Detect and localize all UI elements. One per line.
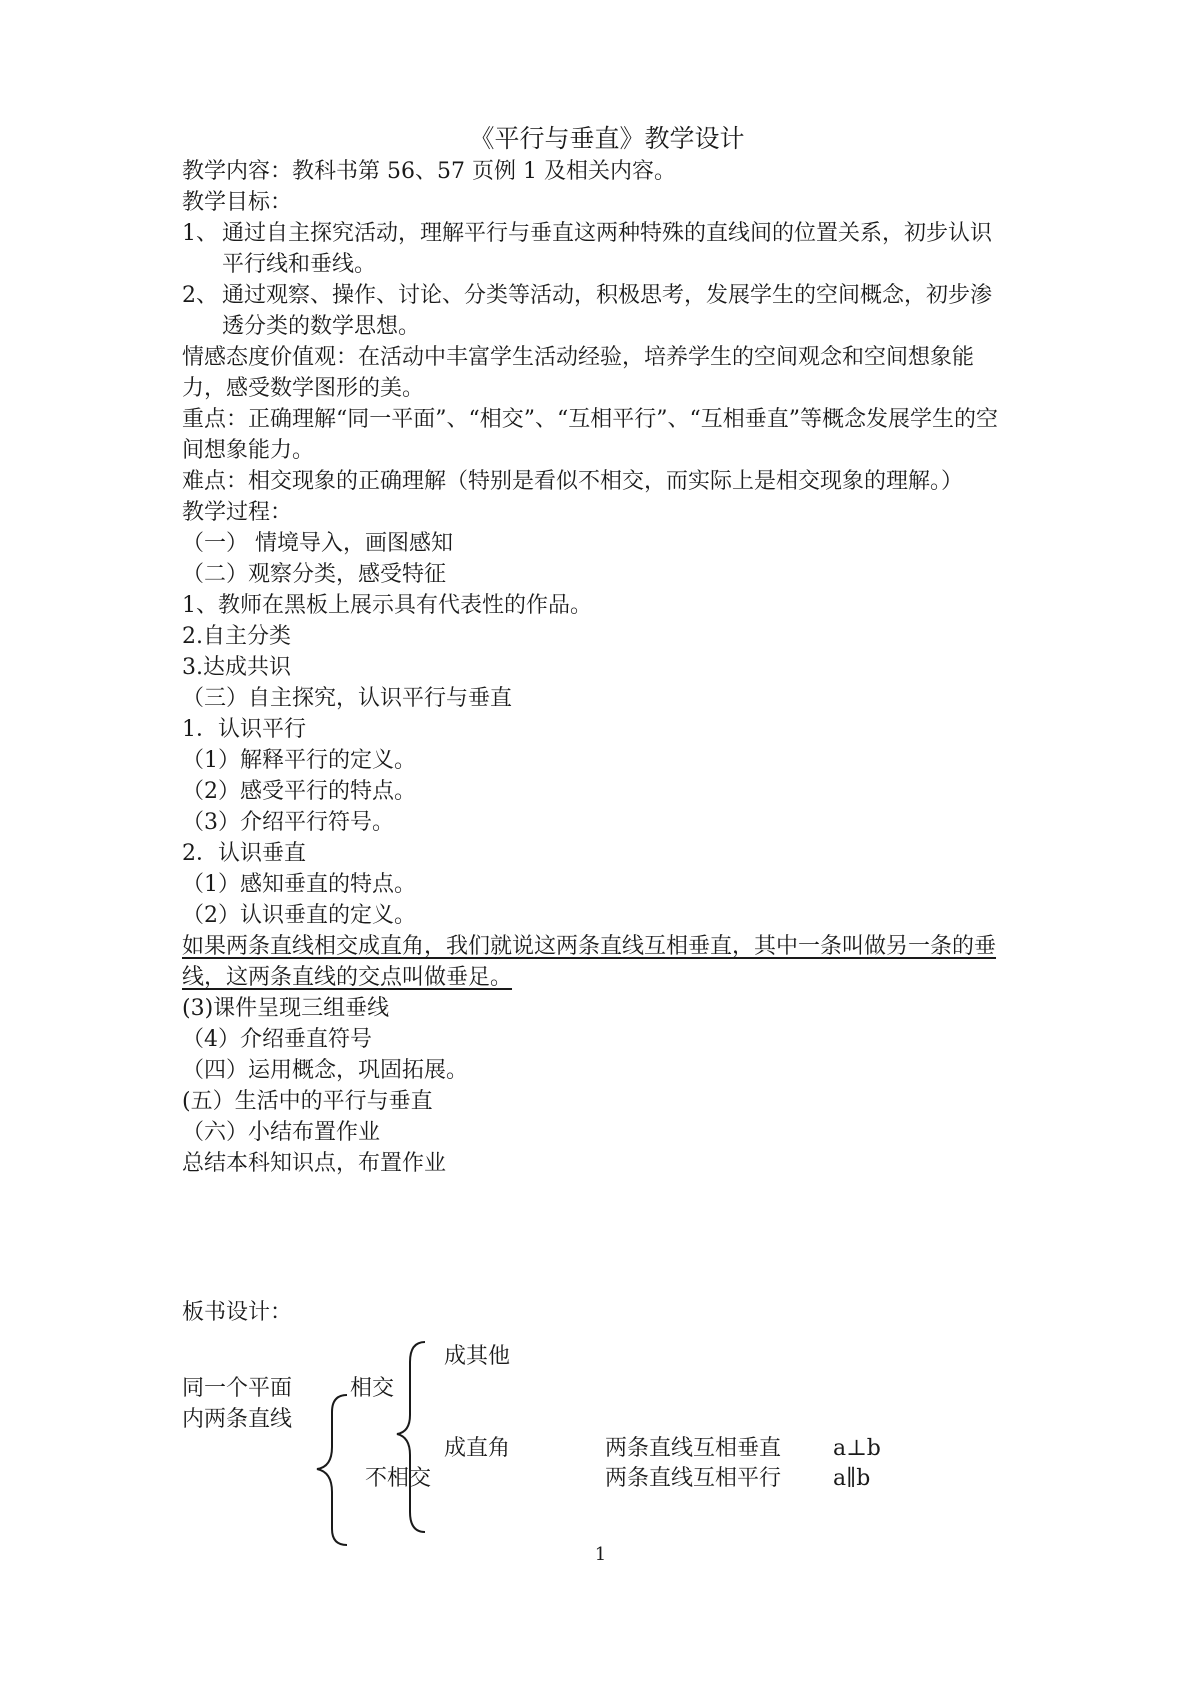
goal-text: 通过自主探究活动，理解平行与垂直这两种特殊的直线间的位置关系，初步认识平行线和垂线。 xyxy=(222,221,993,277)
values-paragraph: 情感态度价值观：在活动中丰富学生活动经验，培养学生的空间观念和空间想象能力，感受数学图形的美。 xyxy=(182,345,975,401)
process-line: （四）运用概念，巩固拓展。 xyxy=(182,1058,469,1083)
process-line: （1）感知垂直的特点。 xyxy=(182,872,416,897)
document-page xyxy=(182,122,1012,1491)
board-intersect: 相交 xyxy=(350,1376,395,1401)
content-line: 教学内容：教科书第 56、57 页例 1 及相关内容。 xyxy=(182,159,676,184)
process-heading: 教学过程： xyxy=(182,500,293,525)
board-perpendicular-symbol: a⊥b xyxy=(833,1436,881,1461)
board-not-intersect: 不相交 xyxy=(365,1466,432,1491)
goal-text: 通过观察、操作、讨论、分类等活动，积极思考，发展学生的空间概念，初步渗透分类的数学思想。 xyxy=(222,283,993,339)
small-brace xyxy=(397,1342,425,1532)
key-point-paragraph: 重点：正确理解“同一平面”、“相交”、“互相平行”、“互相垂直”等概念发展学生的空间想象能力。 xyxy=(182,407,998,463)
difficulty-paragraph: 难点：相交现象的正确理解（特别是看似不相交，而实际上是相交现象的理解。） xyxy=(182,469,964,494)
goals-heading: 教学目标： xyxy=(182,190,293,215)
brace-diagram xyxy=(182,1297,1012,1627)
board-parallel-symbol: a∥b xyxy=(833,1466,871,1491)
process-line: （3）介绍平行符号。 xyxy=(182,810,394,835)
board-left-line-1: 同一个平面 xyxy=(182,1376,293,1401)
board-perpendicular-text: 两条直线互相垂直 xyxy=(605,1436,782,1461)
page-number: 1 xyxy=(594,1544,607,1565)
board-heading: 板书设计： xyxy=(182,1300,293,1325)
process-line: （六）小结布置作业 xyxy=(182,1120,381,1145)
process-line: 总结本科知识点，布置作业 xyxy=(182,1151,447,1176)
process-line: 2．认识垂直 xyxy=(182,841,306,866)
perpendicular-definition: 如果两条直线相交成直角，我们就说这两条直线互相垂直，其中一条叫做另一条的垂线，这两条直线的交点叫做垂足。 xyxy=(182,934,997,990)
blackboard-design xyxy=(182,1297,1012,1627)
process-line: （二）观察分类，感受特征 xyxy=(182,562,447,587)
process-line: (五）生活中的平行与垂直 xyxy=(182,1089,433,1114)
goal-item-2 xyxy=(182,280,1012,342)
process-line: （2）感受平行的特点。 xyxy=(182,779,416,804)
board-right-angle: 成直角 xyxy=(444,1436,511,1461)
process-line: 2.自主分类 xyxy=(182,624,291,649)
goal-number: 1、 xyxy=(182,221,218,246)
process-line: (3)课件呈现三组垂线 xyxy=(182,996,390,1021)
process-line: 3.达成共识 xyxy=(182,655,291,680)
process-line: 1．认识平行 xyxy=(182,717,306,742)
process-line: （4）介绍垂直符号 xyxy=(182,1027,372,1052)
process-line: （三）自主探究，认识平行与垂直 xyxy=(182,686,513,711)
process-line: （1）解释平行的定义。 xyxy=(182,748,416,773)
large-brace xyxy=(317,1395,347,1545)
board-parallel-text: 两条直线互相平行 xyxy=(605,1466,782,1491)
document-title: 《平行与垂直》教学设计 xyxy=(469,124,745,153)
goal-number: 2、 xyxy=(182,283,218,308)
board-left-line-2: 内两条直线 xyxy=(182,1407,293,1432)
process-line: （一） 情境导入，画图感知 xyxy=(182,531,453,556)
process-line: （2）认识垂直的定义。 xyxy=(182,903,416,928)
process-line: 1、教师在黑板上展示具有代表性的作品。 xyxy=(182,593,592,618)
goal-item-1 xyxy=(182,218,1012,280)
board-other-angle: 成其他 xyxy=(444,1344,511,1369)
